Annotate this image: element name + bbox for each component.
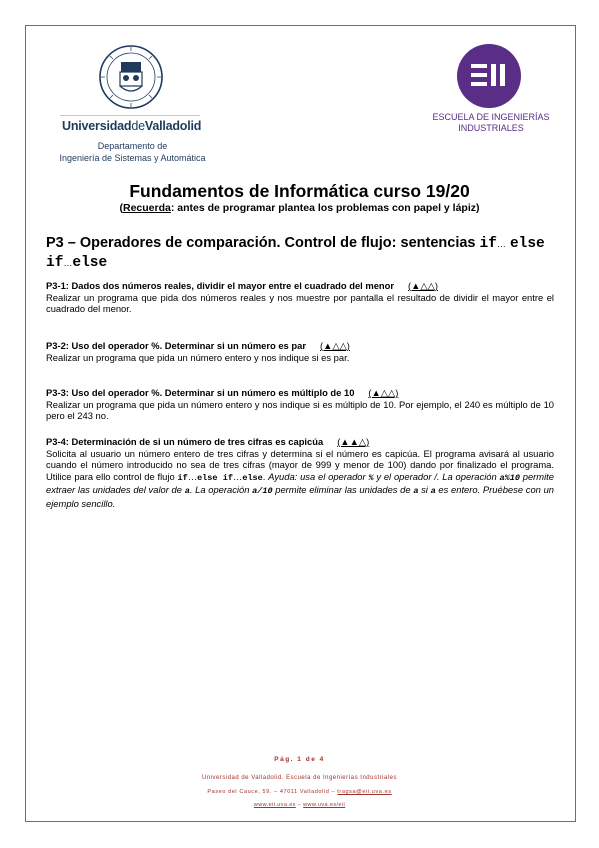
exercise-p3-3 [46, 387, 554, 422]
exercise-body: Solicita al usuario un número entero de tres cifras y determina si el número es capicúa. El programa avisará al usuario cuando el número introducido no sea de tres cifras (mayor de 999 y menor de 100) dando por finalizado el programa. Utilice para ello control de flujo if…else if…else. Ayuda: usa el operador % y el operador /. La operación a%10 permite extraer las unidades del valor de a. La operación a/10 permite eliminar las unidades de a si a es entero. Pruébese con un ejemplo sencillo. [46, 447, 554, 509]
difficulty-rating: (▲▲△) [337, 436, 370, 447]
web-link-uva[interactable]: www.uva.es/eii [303, 802, 346, 808]
web-link-eii[interactable]: www.eii.uva.es [253, 802, 296, 808]
footer-address: Paseo del Cauce, 59. – 47011 Valladolid – tragsa@eii.uva.es [207, 789, 392, 795]
exercise-body: Realizar un programa que pida un número entero y nos indique si es par. [46, 351, 350, 363]
exercise-heading: P3-4: Determinación de si un número de tres cifras es capicúa [46, 436, 324, 447]
uva-seal-logo [98, 44, 164, 110]
document-subtitle: (Recuerda: antes de programar plantea los problemas con papel y lápiz) [119, 202, 480, 214]
exercise-p3-1 [46, 280, 554, 315]
eii-logo [457, 44, 521, 108]
difficulty-rating: (▲△△) [408, 280, 438, 291]
university-name: UniversidaddeValladolid [62, 119, 202, 133]
department-name: Departamento de Ingeniería de Sistemas y Automática [59, 141, 206, 163]
footer-institution: Universidad de Valladolid. Escuela de Ingenierías Industriales [202, 775, 397, 781]
footer-web-links: www.eii.uva.es – www.uva.es/eii [253, 802, 346, 808]
exercise-p3-4 [46, 436, 554, 509]
section-heading: P3 – Operadores de comparación. Control de flujo: sentencias if… else if…else [46, 235, 545, 271]
exercise-p3-2 [46, 340, 554, 363]
exercise-heading: P3-2: Uso del operador %. Determinar si un número es par [46, 340, 306, 351]
email-link[interactable]: tragsa@eii.uva.es [337, 789, 392, 795]
difficulty-rating: (▲△△) [319, 340, 350, 351]
page-number: Pág. 1 de 4 [274, 756, 325, 763]
exercise-body: Realizar un programa que pida un número entero y nos indique si es múltiplo de 10. Por ejemplo, el 240 es múltiplo de 10 pero el 243 no. [46, 398, 554, 421]
document-title: Fundamentos de Informática curso 19/20 [129, 181, 470, 201]
exercise-heading: P3-3: Uso del operador %. Determinar si un número es múltiplo de 10 [46, 387, 355, 398]
exercise-body: Realizar un programa que pida dos números reales y nos muestre por pantalla el resultado de dividir el mayor entre el cuadrado del menor. [46, 291, 554, 314]
divider [60, 115, 200, 116]
difficulty-rating: (▲△△) [368, 387, 399, 398]
recuerda-label: Recuerda [122, 202, 171, 214]
school-name: ESCUELA DE INGENIERÍAS INDUSTRIALES [432, 112, 550, 133]
exercise-heading: P3-1: Dados dos números reales, dividir el mayor entre el cuadrado del menor [46, 280, 395, 291]
